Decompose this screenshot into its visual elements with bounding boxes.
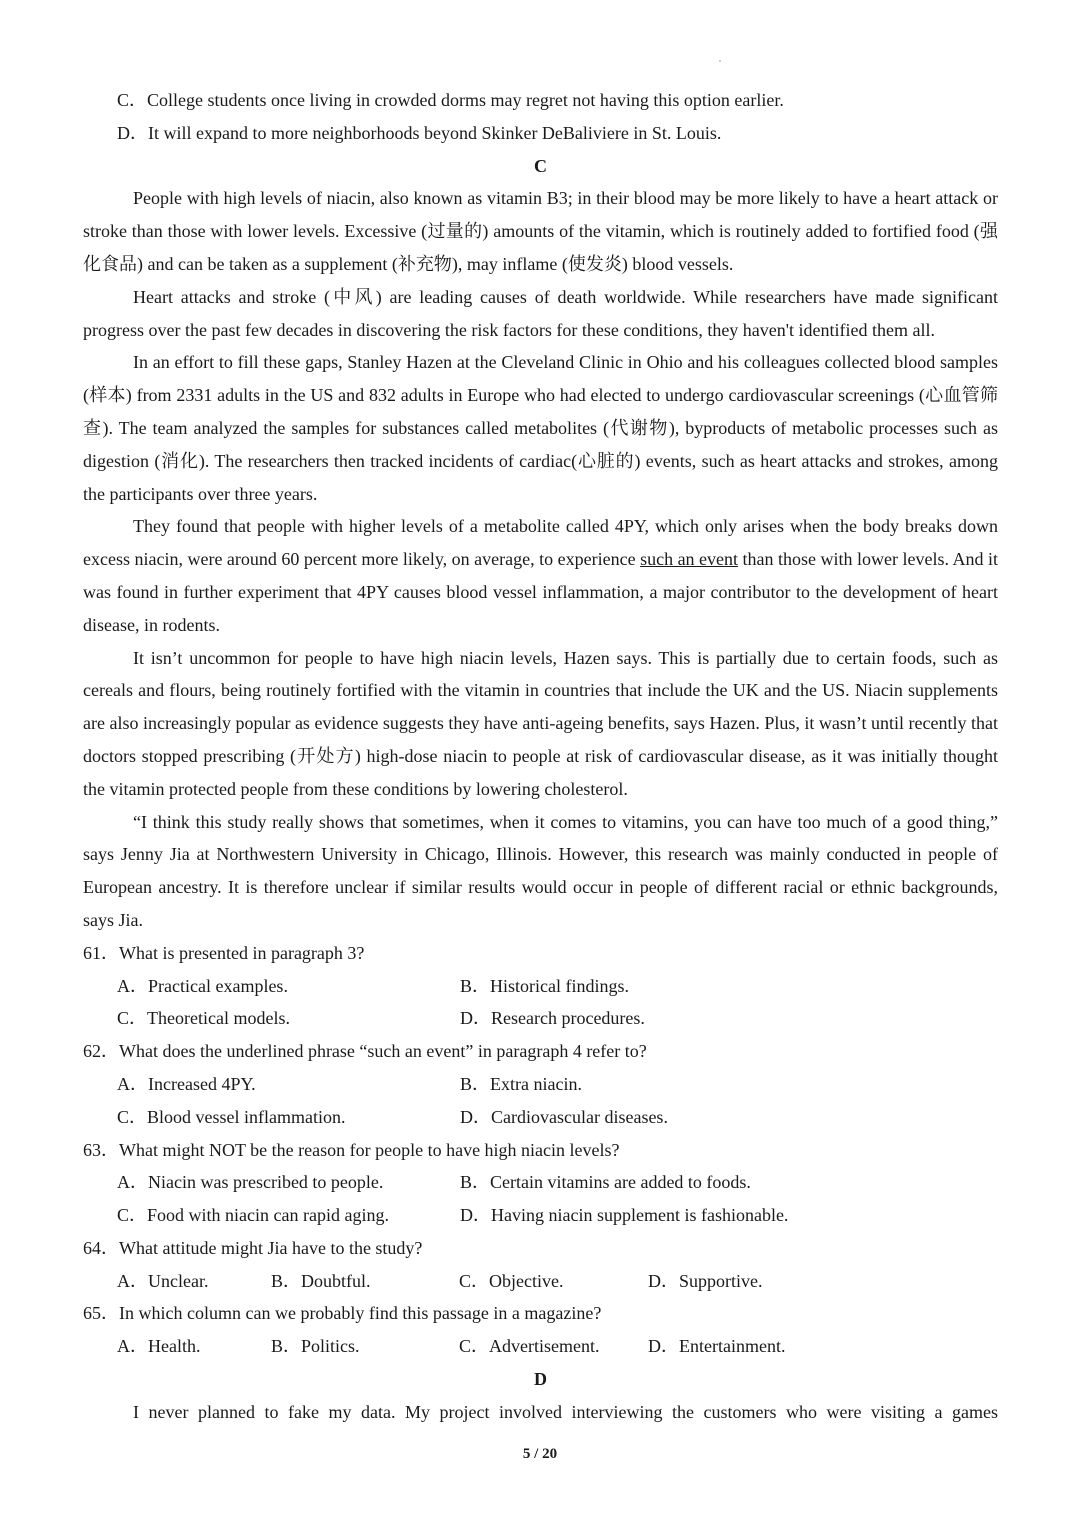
section-d-first-line: I never planned to fake my data. My project involved interviewing the customers who were visiting a games <box>133 1401 998 1422</box>
option-a: A．Practical examples. <box>117 975 288 996</box>
option-b: B．Politics. <box>271 1336 360 1357</box>
question-62 <box>83 1035 998 1068</box>
option-c: C．Blood vessel inflammation. <box>117 1106 346 1127</box>
question-62-options <box>83 1068 998 1134</box>
question-number: 64． <box>83 1237 119 1258</box>
option-c: C．Theoretical models. <box>117 1008 290 1029</box>
paragraph-6: “I think this study really shows that sometimes, when it comes to vitamins, you can have too much of a good thing,” says Jenny Jia at Northwestern University in Chicago, Illinois. However, this research was mainly conducted in people of European ancestry. It is therefore unclear if similar results would occur in people of different racial or ethnic backgrounds, says Jia. <box>83 811 998 930</box>
option-b: B．Certain vitamins are added to foods. <box>460 1172 751 1193</box>
option-a: A．Niacin was prescribed to people. <box>117 1172 384 1193</box>
question-text: What attitude might Jia have to the study? <box>119 1237 423 1258</box>
paragraph-4-text-after: than those with lower levels. And it was found in further experiment that 4PY causes blood vessel inflammation, a major contributor to the development of heart disease, in rodents. <box>83 549 999 635</box>
section-heading-d: D <box>534 1369 547 1390</box>
question-61 <box>83 937 998 970</box>
paragraph-4-text-before: They found that people with higher levels of a metabolite called 4PY, which only arises when the body breaks down excess niacin, were around 60 percent more likely, on average, to experience <box>83 516 998 570</box>
question-number: 61． <box>83 942 119 963</box>
exam-page <box>83 84 998 1429</box>
question-64 <box>83 1232 998 1265</box>
option-a: A．Health. <box>117 1336 201 1357</box>
option-b: B．Doubtful. <box>271 1270 371 1291</box>
question-text: What is presented in paragraph 3? <box>119 942 365 963</box>
question-65-options <box>83 1330 998 1363</box>
option-letter: D． <box>117 122 148 143</box>
question-65 <box>83 1297 998 1330</box>
question-63 <box>83 1134 998 1167</box>
option-text: College students once living in crowded dorms may regret not having this option earlier. <box>147 90 784 110</box>
option-letter: C． <box>117 90 148 110</box>
underlined-phrase: such an event <box>640 549 739 570</box>
paragraph-2: Heart attacks and stroke (中风) are leading causes of death worldwide. While researchers have made significant progress over the past few decades in discovering the risk factors for these conditions, they haven't identified them all. <box>83 286 998 340</box>
option-text: It will expand to more neighborhoods beyond Skinker DeBaliviere in St. Louis. <box>148 122 722 143</box>
question-text: What does the underlined phrase “such an event” in paragraph 4 refer to? <box>119 1041 647 1062</box>
option-b: B．Historical findings. <box>460 975 629 996</box>
scan-artifact <box>719 60 721 62</box>
option-d: D．Supportive. <box>648 1270 763 1291</box>
paragraph-3: In an effort to fill these gaps, Stanley Hazen at the Cleveland Clinic in Ohio and his colleagues collected blood samples (样本) from 2331 adults in the US and 832 adults in Europe who had elected to undergo cardiovascular screenings (心血管筛查). The team analyzed the samples for substances called metabolites (代谢物), byproducts of metabolic processes such as digestion (消化). The researchers then tracked incidents of cardiac(心脏的) events, such as heart attacks and strokes, among the participants over three years. <box>83 352 998 504</box>
prev-option-d <box>83 117 998 150</box>
option-b: B．Extra niacin. <box>460 1073 582 1094</box>
page-number: 5 / 20 <box>522 1446 558 1462</box>
question-number: 65． <box>83 1303 119 1324</box>
paragraph-1: People with high levels of niacin, also known as vitamin B3; in their blood may be more likely to have a heart attack or stroke than those with lower levels. Excessive (过量的) amounts of the vitamin, which is routinely added to fortified food (强化食品) and can be taken as a supplement (补充物), may inflame (使发炎) blood vessels. <box>83 188 998 274</box>
question-number: 62． <box>83 1041 119 1062</box>
option-d: D．Research procedures. <box>460 1008 645 1029</box>
option-d: D．Cardiovascular diseases. <box>460 1106 668 1127</box>
question-text: What might NOT be the reason for people to have high niacin levels? <box>119 1139 620 1160</box>
option-c: C．Food with niacin can rapid aging. <box>117 1205 389 1226</box>
option-c: C．Advertisement. <box>459 1336 600 1357</box>
section-heading-c: C <box>534 155 547 176</box>
question-63-options <box>83 1166 998 1232</box>
paragraph-5: It isn’t uncommon for people to have high niacin levels, Hazen says. This is partially due to certain foods, such as cereals and flours, being routinely fortified with the vitamin in countries that include the UK and the US. Niacin supplements are also increasingly popular as evidence suggests they have anti-ageing benefits, says Hazen. Plus, it wasn’t until recently that doctors stopped prescribing (开处方) high-dose niacin to people at risk of cardiovascular disease, as it was initially thought the vitamin protected people from these conditions by lowering cholesterol. <box>83 647 998 799</box>
option-a: A．Unclear. <box>117 1270 209 1291</box>
question-64-options <box>83 1265 998 1298</box>
paragraph-4 <box>83 510 998 641</box>
prev-option-c <box>83 84 998 117</box>
option-d: D．Having niacin supplement is fashionable. <box>460 1205 789 1226</box>
option-d: D．Entertainment. <box>648 1336 786 1357</box>
question-61-options <box>83 970 998 1036</box>
question-number: 63． <box>83 1139 119 1160</box>
question-text: In which column can we probably find this passage in a magazine? <box>119 1303 602 1324</box>
option-c: C．Objective. <box>459 1270 564 1291</box>
option-a: A．Increased 4PY. <box>117 1073 256 1094</box>
